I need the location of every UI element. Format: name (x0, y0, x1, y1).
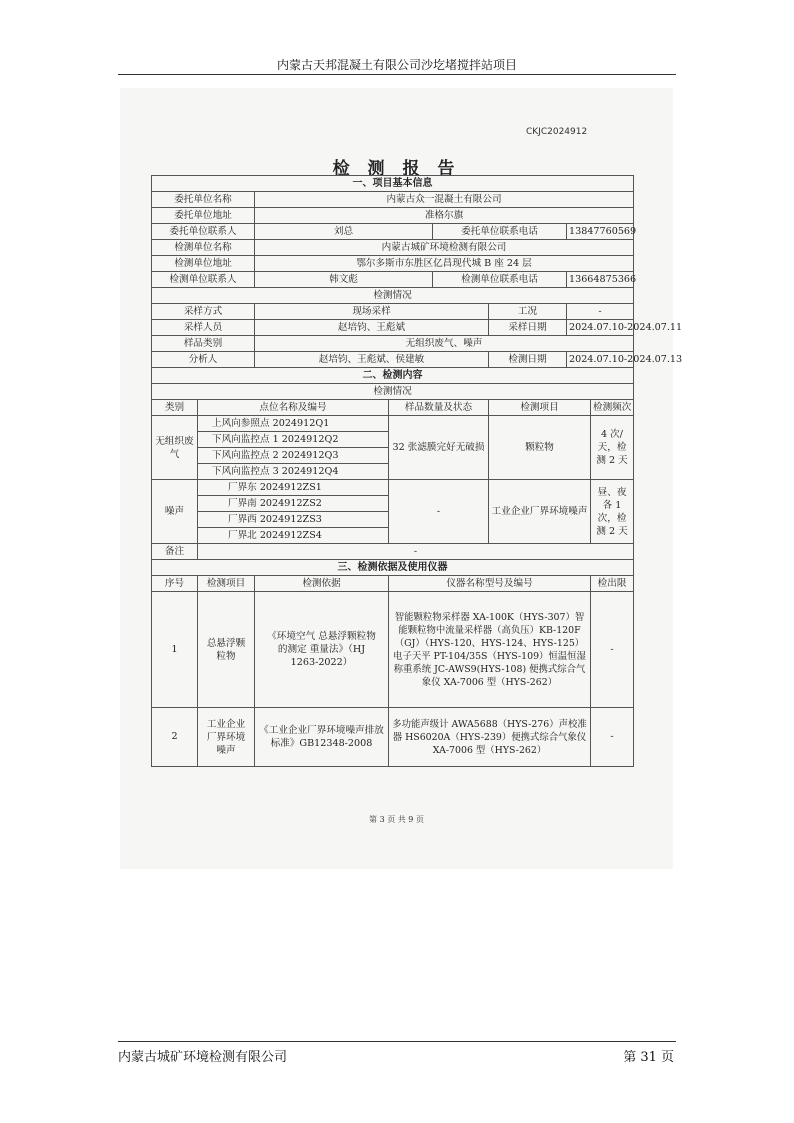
section-content: 二、检测内容 (152, 368, 634, 384)
table-row (152, 416, 634, 432)
lab-phone: 13664875366 (567, 272, 634, 288)
header-points: 点位名称及编号 (198, 400, 389, 416)
remark: - (198, 544, 634, 560)
sampler-label: 采样人员 (152, 320, 255, 336)
table-row (152, 256, 634, 272)
noise-freq: 昼、夜各 1 次，检测 2 天 (591, 480, 634, 544)
client-addr: 准格尔旗 (255, 208, 634, 224)
table-row (152, 336, 634, 352)
report-number: CKJC2024912 (526, 127, 588, 137)
table-row (152, 320, 634, 336)
gas-item: 颗粒物 (489, 416, 591, 480)
lab-addr-label: 检测单位地址 (152, 256, 255, 272)
test-date-label: 检测日期 (489, 352, 567, 368)
table-row (152, 480, 634, 496)
sample-type: 无组织废气、噪声 (255, 336, 634, 352)
gas-point-1: 上风向参照点 2024912Q1 (198, 416, 389, 432)
lab-phone-label: 检测单位联系电话 (433, 272, 567, 288)
footer-company: 内蒙古城矿环境检测有限公司 (118, 1050, 288, 1065)
basis-row-2-no: 2 (152, 708, 198, 767)
sampling-date-label: 采样日期 (489, 320, 567, 336)
table-row (152, 592, 634, 708)
header-instrument: 仪器名称型号及编号 (389, 576, 591, 592)
basis-row-2-instrument: 多功能声级计 AWA5688（HYS-276）声校准器 HS6020A（HYS-239）便携式综合气象仪 XA-7006 型（HYS-262） (389, 708, 591, 767)
footer-page-number: 第 31 页 (623, 1050, 674, 1065)
header-freq: 检测频次 (591, 400, 634, 416)
header-limit: 检出限 (591, 576, 634, 592)
analyst: 赵培钧、王彪斌、侯建敏 (255, 352, 489, 368)
client-name-label: 委托单位名称 (152, 192, 255, 208)
basis-row-2-item: 工业企业厂界环境噪声 (198, 708, 255, 767)
sampling-date: 2024.07.10-2024.07.11 (567, 320, 634, 336)
condition: - (567, 304, 634, 320)
header-basis: 检测依据 (255, 576, 389, 592)
footer-rule (118, 1041, 676, 1042)
basis-row-1-limit: - (591, 592, 634, 708)
table-row (152, 208, 634, 224)
lab-name-label: 检测单位名称 (152, 240, 255, 256)
inner-page-number: 第 3 页 共 9 页 (369, 815, 424, 824)
basis-row-1-basis: 《环境空气 总悬浮颗粒物的测定 重量法》（HJ 1263-2022） (255, 592, 389, 708)
table-row (152, 304, 634, 320)
table-row (152, 240, 634, 256)
lab-addr: 鄂尔多斯市东胜区亿昌现代城 B 座 24 层 (255, 256, 634, 272)
table-row (152, 708, 634, 767)
content-situation-label: 检测情况 (152, 384, 634, 400)
table-row (152, 544, 634, 560)
client-phone: 13847760569 (567, 224, 634, 240)
noise-point-4: 厂界北 2024912ZS4 (198, 528, 389, 544)
lab-contact: 韩文彪 (255, 272, 433, 288)
noise-point-2: 厂界南 2024912ZS2 (198, 496, 389, 512)
condition-label: 工况 (489, 304, 567, 320)
sampling-method: 现场采样 (255, 304, 489, 320)
remark-label: 备注 (152, 544, 198, 560)
sampler: 赵培钧、王彪斌 (255, 320, 489, 336)
header-no: 序号 (152, 576, 198, 592)
noise-item: 工业企业厂界环境噪声 (489, 480, 591, 544)
lab-contact-label: 检测单位联系人 (152, 272, 255, 288)
section-basis: 三、检测依据及使用仪器 (152, 560, 634, 576)
table-row (152, 352, 634, 368)
header-rule (118, 74, 676, 75)
header-qty: 样品数量及状态 (389, 400, 489, 416)
noise-category: 噪声 (152, 480, 198, 544)
basis-header-row (152, 576, 634, 592)
basis-row-1-instrument: 智能颗粒物采样器 XA-100K（HYS-307）智能颗粒物中流量采样器（高负压）KB-120F（GJ）（HYS-120、HYS-124、HYS-125）电子天平 PT-104/35S（HYS-109）恒温恒湿称重系统 JC-AWS9(HYS-108) 便携式综合气象仪 XA-7006 型（HYS-262） (389, 592, 591, 708)
client-contact-label: 委托单位联系人 (152, 224, 255, 240)
sampling-method-label: 采样方式 (152, 304, 255, 320)
analyst-label: 分析人 (152, 352, 255, 368)
basis-row-1-item: 总悬浮颗粒物 (198, 592, 255, 708)
client-name: 内蒙古众一混凝土有限公司 (255, 192, 634, 208)
table-row (152, 272, 634, 288)
page-header-title: 内蒙古天邦混凝土有限公司沙圪堵搅拌站项目 (276, 58, 517, 72)
table-row (152, 224, 634, 240)
noise-point-1: 厂界东 2024912ZS1 (198, 480, 389, 496)
gas-category: 无组织废气 (152, 416, 198, 480)
client-contact: 刘总 (255, 224, 433, 240)
basis-row-1-no: 1 (152, 592, 198, 708)
noise-point-3: 厂界西 2024912ZS3 (198, 512, 389, 528)
gas-qty: 32 张滤膜完好无破损 (389, 416, 489, 480)
header-category: 类别 (152, 400, 198, 416)
client-addr-label: 委托单位地址 (152, 208, 255, 224)
gas-point-3: 下风向监控点 2 2024912Q3 (198, 448, 389, 464)
sample-type-label: 样品类别 (152, 336, 255, 352)
situation-label: 检测情况 (152, 288, 634, 304)
client-phone-label: 委托单位联系电话 (433, 224, 567, 240)
report-title: 检 测 报 告 (332, 159, 461, 179)
lab-name: 内蒙古城矿环境检测有限公司 (255, 240, 634, 256)
table-row (152, 192, 634, 208)
test-date: 2024.07.10-2024.07.13 (567, 352, 634, 368)
noise-qty: - (389, 480, 489, 544)
gas-point-4: 下风向监控点 3 2024912Q4 (198, 464, 389, 480)
header-item: 检测项目 (489, 400, 591, 416)
basis-row-2-basis: 《工业企业厂界环境噪声排放标准》GB12348-2008 (255, 708, 389, 767)
section-basic-info: 一、项目基本信息 (152, 176, 634, 192)
content-header-row (152, 400, 634, 416)
report-table (151, 175, 683, 767)
gas-freq: 4 次/天，检测 2 天 (591, 416, 634, 480)
basis-row-2-limit: - (591, 708, 634, 767)
header-test-item: 检测项目 (198, 576, 255, 592)
gas-point-2: 下风向监控点 1 2024912Q2 (198, 432, 389, 448)
